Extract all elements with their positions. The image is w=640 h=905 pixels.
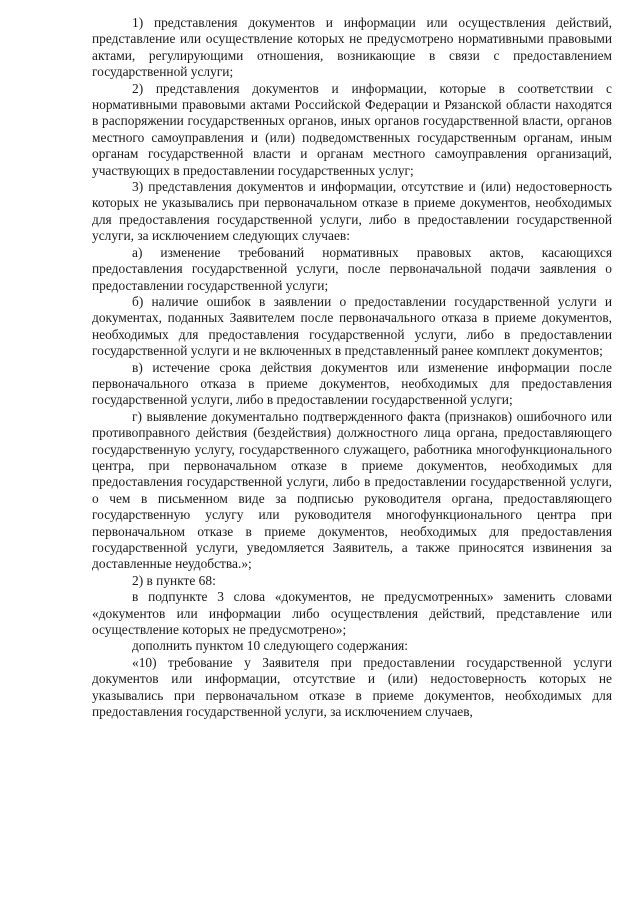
paragraph-add-point-10: дополнить пунктом 10 следующего содержания: xyxy=(132,638,409,654)
paragraph-subitem-b: б) наличие ошибок в заявлении о предоставлении государственной услуги и документах, поданных Заявителем после первоначального отказа в приеме документов, необходимых для предоставления государственной услуги, либо в предоставлении государственной услуги и не включенных в представленный ранее комплект документов; xyxy=(92,293,612,359)
paragraph-subitem-g: г) выявление документально подтвержденного факта (признаков) ошибочного или противоправного действия (бездействия) должностного лица органа, предоставляющего государственную услугу, государственного служащего, работника многофункционального центра, при первоначальном отказе в приеме документов, необходимых для предоставления государственной услуги, либо в предоставлении государственной услуги, о чем в письменном виде за подписью руководителя органа, предоставляющего государственную услугу или руководителя многофункционального центра при первоначальном отказе в приеме документов, необходимых для предоставления государственной услуги, уведомляется Заявитель, а также приносятся извинения за доставленные неудобства.»; xyxy=(92,408,612,572)
paragraph-subitem-a: а) изменение требований нормативных правовых актов, касающихся предоставления государственной услуги, после первоначальной подачи заявления о предоставлении государственной услуги; xyxy=(92,244,612,293)
paragraph-subpoint-3-change: в подпункте 3 слова «документов, не предусмотренных» заменить словами «документов или информации либо осуществления действий, представление или осуществление которых не предусмотрено»; xyxy=(92,589,612,638)
document-page xyxy=(92,0,612,905)
paragraph-point-10-text: «10) требование у Заявителя при предоставлении государственной услуги документов или информации, отсутствие и (или) недостоверность которых не указывались при первоначальном отказе в приеме документов, необходимых для предоставления государственной услуги, за исключением случаев, xyxy=(92,654,612,720)
paragraph-item-2: 2) представления документов и информации, которые в соответствии с нормативными правовыми актами Российской Федерации и Рязанской области находятся в распоряжении государственных органов, иных органов государственной власти, органов местного самоуправления и (или) подведомственных государственным органам, иным органам государственной власти и органам местного самоуправления организаций, участвующих в предоставлении государственных услуг; xyxy=(92,80,612,178)
paragraph-item-3: 3) представления документов и информации, отсутствие и (или) недостоверность которых не указывались при первоначальном отказе в приеме документов, необходимых для предоставления государственной услуги, либо в предоставлении государственной услуги, за исключением следующих случаев: xyxy=(92,179,612,244)
paragraph-point-68: 2) в пункте 68: xyxy=(132,572,216,588)
paragraph-subitem-v: в) истечение срока действия документов или изменение информации после первоначального отказа в приеме документов, необходимых для предоставления государственной услуги, либо в предоставлении государственной услуги; xyxy=(92,359,612,408)
paragraph-item-1: 1) представления документов и информации или осуществления действий, представление или осуществление которых не предусмотрено нормативными правовыми актами, регулирующими отношения, возникающие в связи с предоставлением государственной услуги; xyxy=(92,15,612,80)
